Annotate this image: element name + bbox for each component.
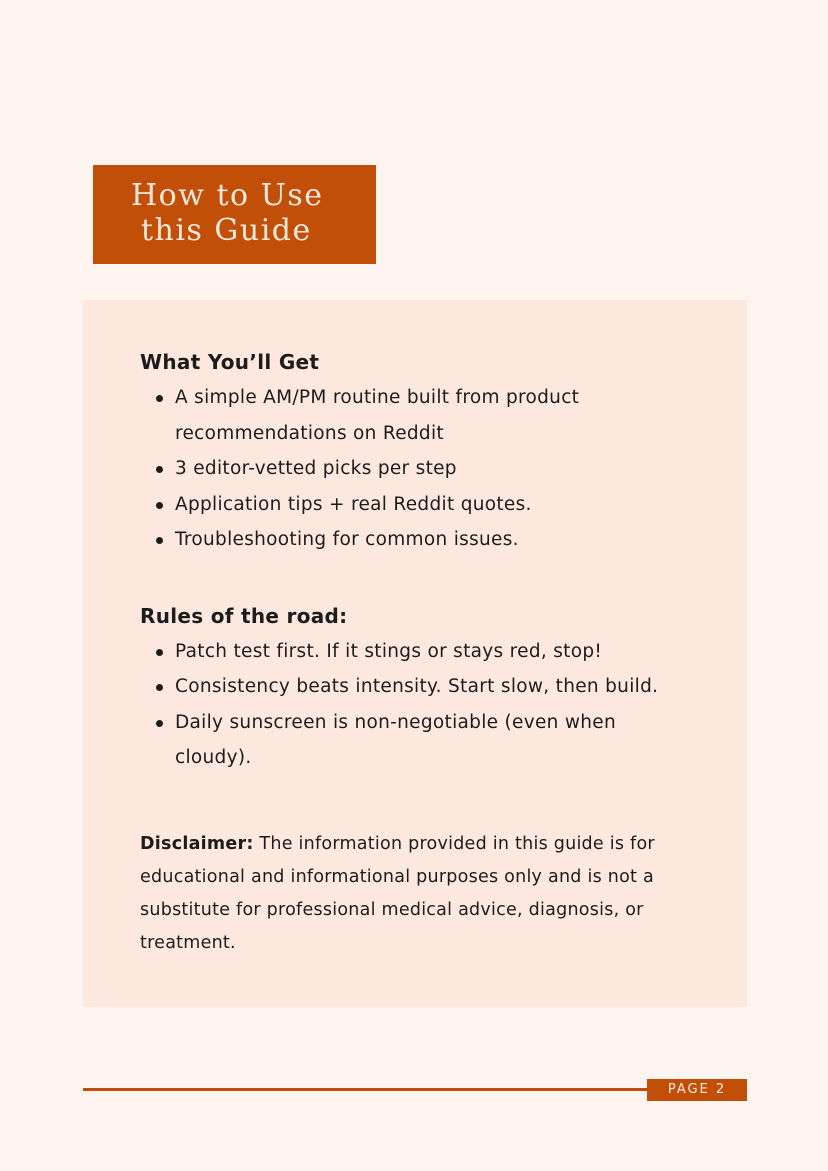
bullet-icon	[156, 720, 163, 727]
bullet-icon	[156, 466, 163, 473]
bullet-icon	[156, 649, 163, 656]
list-item-text: 3 editor-vetted picks per step	[175, 458, 457, 479]
what-youll-get-list	[140, 380, 747, 558]
bullet-icon	[156, 537, 163, 544]
list-item	[140, 451, 675, 487]
page-title-line-2: this Guide	[141, 213, 312, 248]
list-item-text: Patch test first. If it stings or stays red, stop!	[175, 640, 603, 662]
bullet-icon	[156, 395, 163, 402]
list-item-text: Consistency beats intensity. Start slow, then build.	[175, 676, 659, 697]
disclaimer-paragraph	[140, 828, 690, 960]
rules-heading: Rules of the road:	[140, 603, 348, 628]
page-title-line-1: How to Use	[131, 178, 324, 213]
list-item	[140, 487, 675, 523]
disclaimer-text: The information provided in this guide is for educational and informational purposes only and is not a substitute for professional medical advice, diagnosis, or treatment.	[140, 833, 655, 953]
list-item-text: A simple AM/PM routine built from product recommendations on Reddit	[175, 387, 580, 444]
footer-divider	[83, 1088, 653, 1091]
section-spacer	[140, 558, 747, 600]
bullet-icon	[156, 684, 163, 691]
disclaimer-label: Disclaimer:	[140, 833, 254, 854]
content-panel	[83, 300, 747, 1007]
list-item-text: Application tips + real Reddit quotes.	[175, 493, 532, 515]
bullet-icon	[156, 502, 163, 509]
list-item	[140, 634, 675, 670]
list-item	[140, 380, 675, 451]
rules-list	[140, 634, 747, 776]
list-item-text: Troubleshooting for common issues.	[175, 529, 519, 550]
page-title-box	[93, 165, 376, 264]
page-number-badge: PAGE 2	[647, 1079, 747, 1101]
list-item-text: Daily sunscreen is non-negotiable (even when cloudy).	[175, 711, 617, 768]
list-item	[140, 522, 675, 558]
what-youll-get-heading: What You’ll Get	[140, 350, 320, 374]
list-item	[140, 705, 675, 776]
list-item	[140, 669, 675, 705]
